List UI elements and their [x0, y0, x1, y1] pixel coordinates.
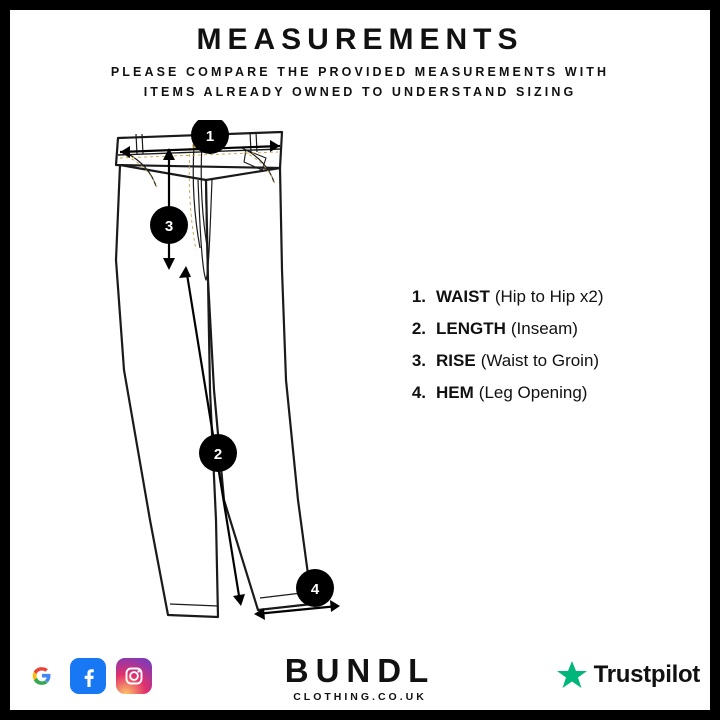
legend-num-2: 2.: [411, 319, 426, 338]
footer: [10, 642, 710, 710]
marker-1-label: 1: [205, 128, 215, 145]
marker-2: [199, 434, 237, 472]
page-title: MEASUREMENTS: [196, 23, 524, 56]
legend-item-length: [400, 314, 700, 344]
legend-label-3: RISE: [436, 351, 476, 370]
legend-item-waist: [400, 282, 700, 312]
marker-3-label: 3: [164, 218, 174, 235]
white-canvas: [10, 10, 710, 710]
trustpilot-star-icon: [556, 660, 588, 690]
marker-3: [150, 206, 188, 244]
legend-detail-3: (Waist to Groin): [480, 351, 600, 370]
marker-4-label: 4: [310, 581, 320, 598]
legend-item-hem: [400, 378, 700, 408]
marker-4: [296, 569, 334, 607]
brand-name: BUNDL: [284, 652, 436, 689]
legend-label-2: LENGTH: [436, 319, 506, 338]
header: [10, 22, 710, 102]
jeans-illustration: [90, 120, 390, 640]
legend-item-rise: [400, 346, 700, 376]
measurement-legend: [400, 282, 700, 410]
legend-label-1: WAIST: [436, 287, 490, 306]
legend-detail-2: (Inseam): [510, 319, 578, 338]
subtitle-line-1: PLEASE COMPARE THE PROVIDED MEASUREMENTS WITH: [110, 65, 610, 79]
jeans-diagram: [90, 120, 390, 640]
legend-detail-1: (Hip to Hip x2): [494, 287, 604, 306]
marker-2-label: 2: [213, 446, 223, 463]
legend-detail-4: (Leg Opening): [478, 383, 588, 402]
legend-num-1: 1.: [411, 287, 426, 306]
legend-num-4: 4.: [411, 383, 426, 402]
brand-domain: CLOTHING.CO.UK: [293, 691, 427, 703]
trustpilot-label: Trustpilot: [593, 661, 700, 688]
legend-num-3: 3.: [411, 351, 426, 370]
legend-label-4: HEM: [436, 383, 474, 402]
trustpilot-badge[interactable]: [556, 660, 700, 690]
subtitle-line-2: ITEMS ALREADY OWNED TO UNDERSTAND SIZING: [143, 85, 577, 99]
